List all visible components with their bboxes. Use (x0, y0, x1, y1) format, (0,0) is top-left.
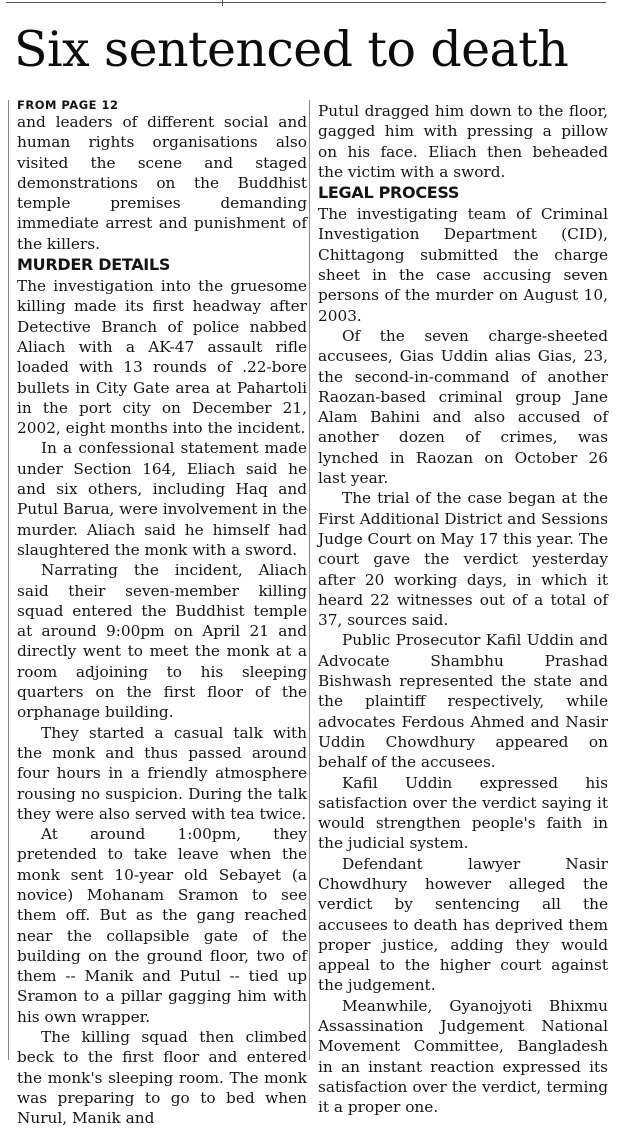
paragraph: The killing squad then climbed beck to the first floor and entered the monk's sleeping room. The monk was preparing to go to bed when Nurul, Manik and (17, 1028, 307, 1128)
paragraph: The trial of the case began at the First Additional District and Sessions Judge Court on May 17 this year. The court gave the verdict yesterday after 20 working days, in which it heard 22 witnesses out of a total of 37, sources said. (318, 489, 608, 630)
paragraph: Narrating the incident, Aliach said their seven-member killing squad entered the Buddhist temple at around 9:00pm on April 21 and directly went to meet the monk at a room adjoining to his sleeping quarters on the first floor of the orphanage building. (17, 561, 307, 722)
paragraph: Of the seven charge-sheeted accusees, Gias Uddin alias Gias, 23, the second-in-command of another Raozan-based criminal group Jane Alam Bahini and also accused of another dozen of crimes, was lynched in Raozan on October 26 last year. (318, 326, 608, 488)
paragraph: The investigation into the gruesome killing made its first headway after Detective Branch of police nabbed Aliach with a AK-47 assault rifle loaded with 13 rounds of .22-bore bullets in City Gate area at Pahartoli in the port city on December 21, 2002, eight months into the incident. (17, 277, 307, 438)
top-rule (6, 2, 606, 3)
left-column (17, 98, 307, 1129)
paragraph: Defendant lawyer Nasir Chowdhury however alleged the verdict by sentencing all the accusees to death has deprived them proper justice, adding they would appeal to the higher court against the judgement. (318, 854, 608, 995)
left-edge-rule (8, 100, 9, 1060)
paragraph: The investigating team of Criminal Investigation Department (CID), Chittagong submitted the charge sheet in the case accusing seven persons of the murder on August 10, 2003. (318, 205, 608, 325)
paragraph: At around 1:00pm, they pretended to take leave when the monk sent 10-year old Sebayet (a novice) Mohanam Sramon to see them off. But as the gang reached near the collapsible gate of the building on the ground floor, two of them -- Manik and Putul -- tied up Sramon to a pillar gagging him with his own wrapper. (17, 825, 307, 1026)
top-rule-tick (222, 0, 223, 6)
headline: Six sentenced to death (14, 21, 569, 78)
paragraph: Putul dragged him down to the floor, gagged him with pressing a pillow on his face. Eliach then beheaded the victim with a sword. (318, 102, 608, 181)
paragraph: and leaders of different social and human rights organisations also visited the scene and staged demonstrations on the Buddhist temple premises demanding immediate arrest and punishment of the killers. (17, 113, 307, 253)
subheading-murder-details: MURDER DETAILS (17, 255, 171, 275)
paragraph: In a confessional statement made under Section 164, Eliach said he and six others, including Haq and Putul Barua, were involvement in the murder. Aliach said he himself had slaughtered the monk with a sword. (17, 439, 307, 559)
right-column (318, 101, 608, 1118)
column-divider (309, 100, 310, 1060)
paragraph: Meanwhile, Gyanojyoti Bhixmu Assassination Judgement National Movement Committee, Bangladesh in an instant reaction expressed its satisfaction over the verdict, terming it a proper one. (318, 996, 608, 1117)
paragraph: They started a casual talk with the monk and thus passed around four hours in a friendly atmosphere rousing no suspicion. During the talk they were also served with tea twice. (17, 723, 307, 823)
paragraph: Kafil Uddin expressed his satisfaction over the verdict saying it would strengthen people's faith in the judicial system. (318, 773, 608, 853)
paragraph: Public Prosecutor Kafil Uddin and Advocate Shambhu Prashad Bishwash represented the state and the plaintiff respectively, while advocates Ferdous Ahmed and Nasir Uddin Chowdhury appeared on behalf of the accusees. (318, 631, 608, 772)
kicker: FROM PAGE 12 (17, 98, 119, 112)
subheading-legal-process: LEGAL PROCESS (318, 183, 460, 203)
